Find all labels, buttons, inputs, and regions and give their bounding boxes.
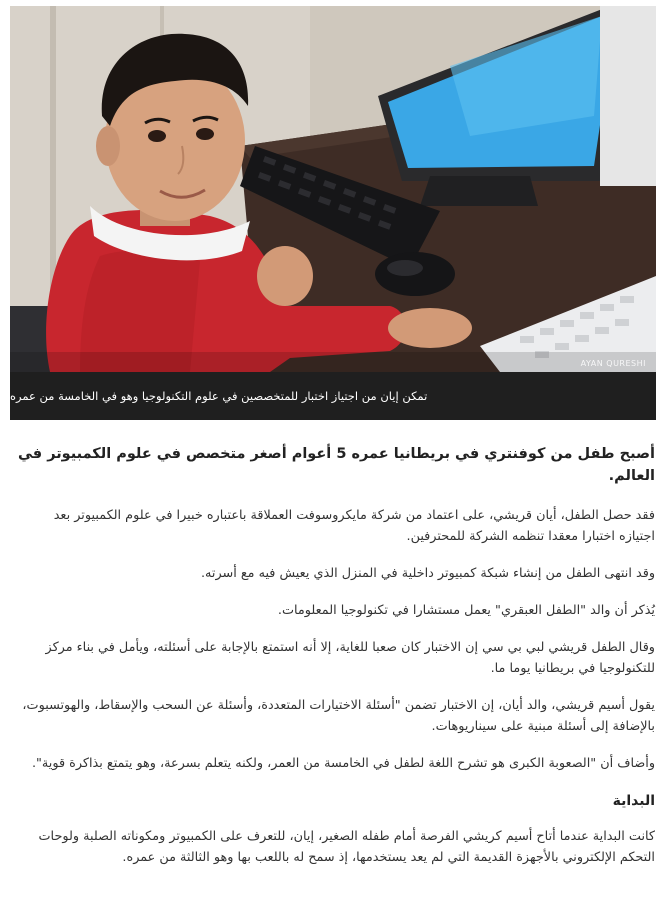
article-body bbox=[18, 443, 655, 884]
photo-caption: تمكن إيان من اجتياز اختبار للمتخصصين في علوم التكنولوجيا وهو في الخامسة من عمره bbox=[10, 389, 428, 403]
article-photo bbox=[10, 6, 656, 372]
boy-at-computer-image bbox=[10, 6, 656, 372]
article-paragraph: يُذكر أن والد "الطفل العبقري" يعمل مستشارا في تكنولوجيا المعلومات. bbox=[277, 603, 655, 618]
photo-caption-bar bbox=[10, 372, 656, 420]
article-paragraph: يقول أسيم قريشي، والد أيان، إن الاختبار تضمن "أسئلة الاختيارات المتعددة، وأسئلة عن السحب والإسقاط، والهوتسبوت، بالإضافة إلى أسئلة مبنية على سيناريوهات. bbox=[22, 698, 655, 734]
article-paragraph: فقد حصل الطفل، أيان قريشي، على اعتماد من شركة مايكروسوفت العملاقة باعتباره خبيرا في علوم الكمبيوتر بعد اجتيازه اختبارا معقدا تنظمه الشركة للمحترفين. bbox=[53, 508, 655, 544]
article-paragraph: وقال الطفل قريشي لبي بي سي إن الاختبار كان صعبا للغاية، إلا أنه استمتع بالإجابة على أسئلته، ويأمل في بناء مركز للتكنولوجيا في بريطانيا يوما ما. bbox=[45, 640, 655, 676]
section-subheading: البداية bbox=[612, 793, 655, 809]
article-paragraph: وأضاف أن "الصعوبة الكبرى هو تشرح اللغة لطفل في الخامسة من العمر، ولكنه يتعلم بسرعة، وهو يتمتع بذاكرة قوية". bbox=[31, 756, 655, 771]
article-paragraph: كانت البداية عندما أتاح أسيم كريشي الفرصة أمام طفله الصغير، إيان، للتعرف على الكمبيوتر ومكوناته الصلبة ولوحات التحكم الإلكتروني بالأجهزة القديمة التي لم يعد يستخدمها، إذ سمح له باللعب بها وهو الثالثة من عمره. bbox=[38, 829, 655, 865]
article-lead: أصبح طفل من كوفنتري في بريطانيا عمره 5 أعوام أصغر متخصص في علوم الكمبيوتر في العالم. bbox=[17, 446, 655, 484]
photo-credit: AYAN QURESHI bbox=[580, 359, 646, 368]
article-paragraph: وقد انتهى الطفل من إنشاء شبكة كمبيوتر داخلية في المنزل الذي يعيش فيه مع أسرته. bbox=[200, 566, 655, 581]
